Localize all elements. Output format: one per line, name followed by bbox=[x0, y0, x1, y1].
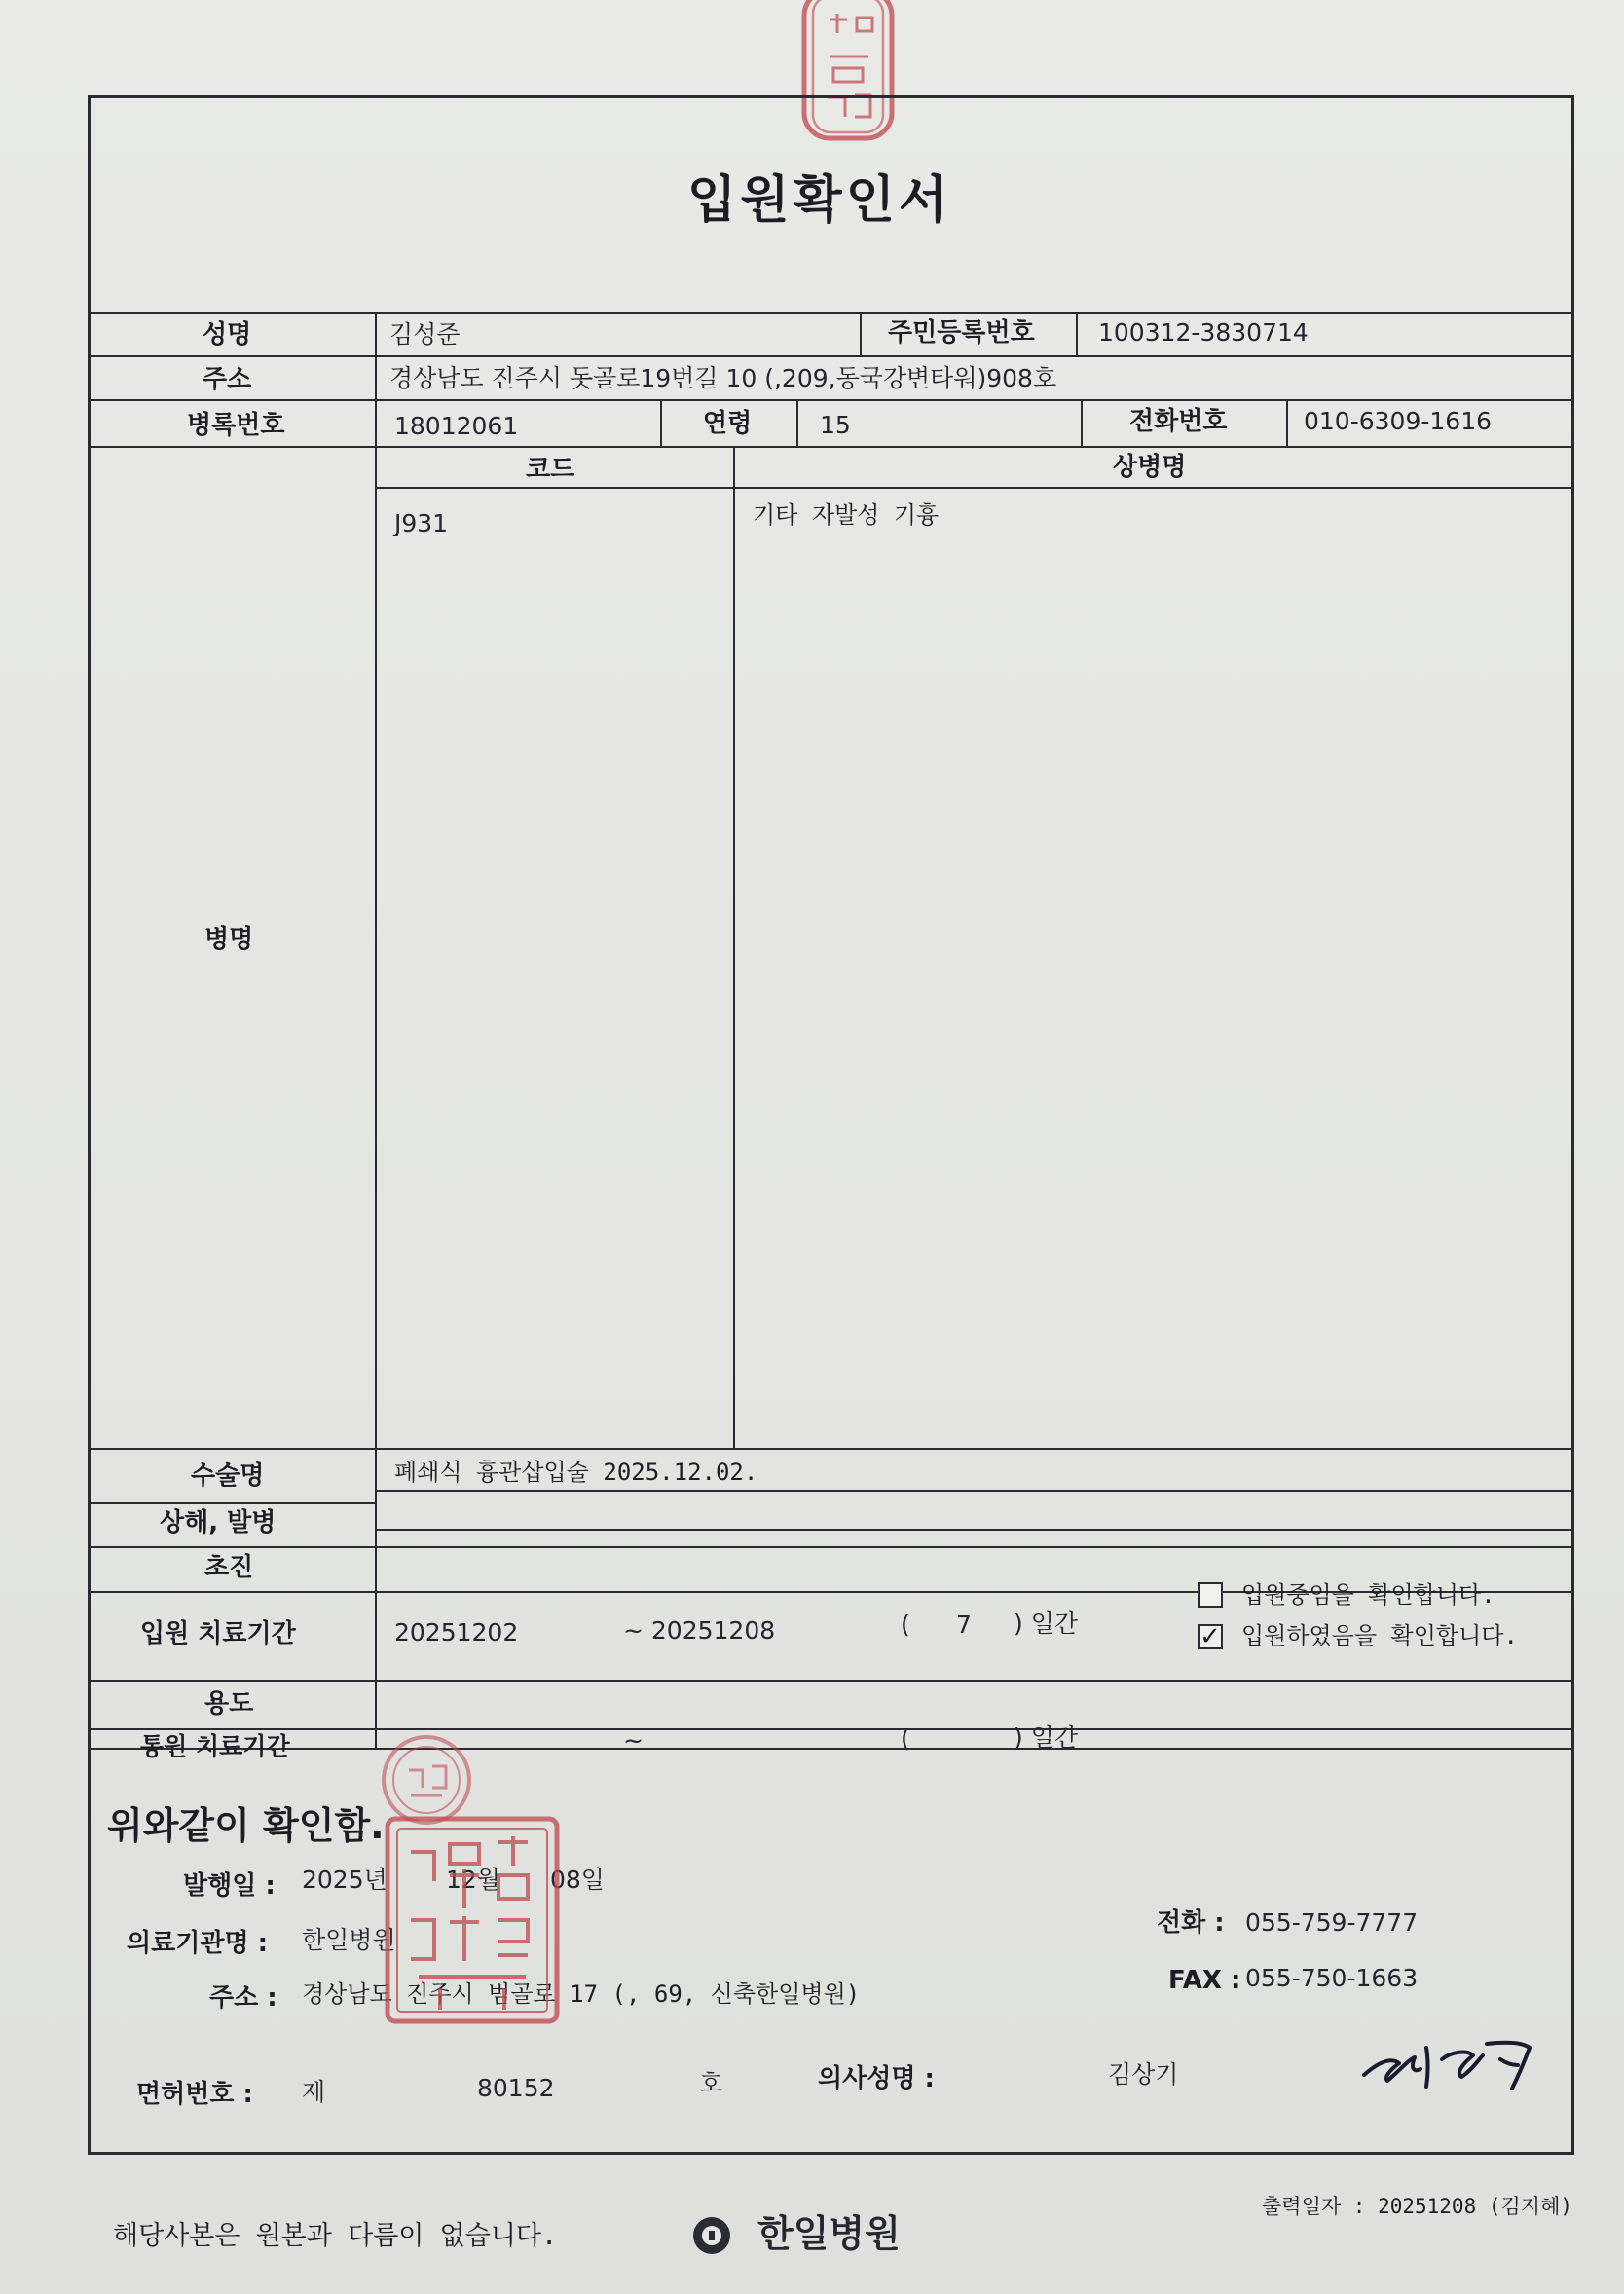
admission-days-close: ) 일간 bbox=[1014, 1610, 1079, 1638]
doctor-label: 의사성명 : bbox=[818, 2064, 935, 2093]
address-label: 주소 bbox=[203, 365, 252, 394]
admission-start: 20251202 bbox=[394, 1618, 519, 1646]
divider bbox=[88, 312, 1574, 314]
divider bbox=[88, 1448, 1574, 1450]
divider bbox=[1081, 399, 1083, 446]
diagnosis-name-header: 상병명 bbox=[1113, 453, 1187, 482]
admission-end: ~ 20251208 bbox=[623, 1616, 776, 1645]
diagnosis-section-label: 병명 bbox=[204, 925, 254, 954]
footer-note: 해당사본은 원본과 다름이 없습니다. bbox=[113, 2221, 558, 2251]
fax-number: 055-750-1663 bbox=[1245, 1964, 1419, 1992]
admission-past-label: 입원하였음을 확인합니다. bbox=[1241, 1622, 1518, 1649]
age-label: 연령 bbox=[703, 409, 753, 438]
divider bbox=[375, 487, 1574, 489]
divider bbox=[88, 446, 1574, 448]
patient-name: 김성준 bbox=[389, 320, 461, 349]
patient-phone: 010-6309-1616 bbox=[1304, 407, 1493, 435]
divider bbox=[375, 312, 377, 1748]
patient-rrn: 100312-3830714 bbox=[1098, 318, 1309, 347]
divider bbox=[796, 399, 798, 446]
outpatient-label: 통원 치료기간 bbox=[140, 1732, 290, 1760]
outpatient-days-open: ( bbox=[901, 1724, 910, 1753]
doctor-name: 김상기 bbox=[1108, 2060, 1179, 2089]
record-number: 18012061 bbox=[394, 412, 519, 440]
patient-age: 15 bbox=[820, 411, 851, 439]
hospital-official-seal bbox=[382, 1813, 563, 2027]
divider bbox=[375, 1529, 1574, 1531]
divider bbox=[1286, 399, 1288, 446]
divider bbox=[733, 446, 735, 1448]
divider bbox=[88, 1502, 375, 1504]
doctor-signature bbox=[1358, 2030, 1538, 2098]
institution-label: 의료기관명 : bbox=[127, 1929, 269, 1958]
divider bbox=[88, 1748, 1574, 1750]
issue-year: 2025년 bbox=[302, 1866, 388, 1894]
document-title: 입원확인서 bbox=[687, 171, 952, 230]
divider bbox=[375, 1490, 1574, 1492]
outpatient-tilde: ~ bbox=[623, 1726, 644, 1755]
purpose-label: 용도 bbox=[204, 1689, 254, 1719]
divider bbox=[860, 312, 862, 355]
first-visit-label: 초진 bbox=[204, 1553, 254, 1582]
injury-label: 상해, 발병 bbox=[160, 1508, 277, 1537]
divider bbox=[1076, 312, 1078, 355]
surgery-label: 수술명 bbox=[191, 1462, 265, 1491]
admission-days-open: ( bbox=[901, 1610, 910, 1639]
diagnosis-code: J931 bbox=[394, 509, 449, 537]
issue-month: 12월 bbox=[446, 1866, 500, 1894]
divider bbox=[88, 1546, 1574, 1548]
surgery-value: 폐쇄식 흉관삽입술 2025.12.02. bbox=[394, 1459, 758, 1486]
admission-past-checkbox[interactable] bbox=[1198, 1624, 1223, 1649]
name-label: 성명 bbox=[203, 320, 252, 350]
hospital-logo bbox=[693, 2212, 985, 2264]
confirmation-statement: 위와같이 확인함. bbox=[107, 1804, 385, 1847]
tel-number: 055-759-7777 bbox=[1245, 1908, 1419, 1937]
institution-name: 한일병원 bbox=[302, 1926, 396, 1954]
print-info: 출력일자 : 20251208 (김지혜) bbox=[1262, 2195, 1573, 2218]
admission-current-checkbox[interactable] bbox=[1198, 1582, 1223, 1608]
license-suffix: 호 bbox=[699, 2069, 723, 2097]
hospital-address-label: 주소 : bbox=[209, 1983, 277, 2013]
rrn-label: 주민등록번호 bbox=[888, 318, 1035, 348]
hospital-address: 경상남도 진주시 범골로 17 (, 69, 신축한일병원) bbox=[302, 1980, 861, 2008]
fax-label: FAX : bbox=[1168, 1966, 1241, 1995]
divider bbox=[88, 1728, 1574, 1730]
license-number: 80152 bbox=[477, 2074, 555, 2102]
license-label: 면허번호 : bbox=[136, 2080, 253, 2109]
divider bbox=[88, 399, 1574, 401]
patient-address: 경상남도 진주시 돗골로19번길 10 (,209,동국강변타워)908호 bbox=[389, 364, 1057, 392]
issue-date-label: 발행일 : bbox=[183, 1871, 276, 1901]
admission-label: 입원 치료기간 bbox=[140, 1619, 296, 1648]
outpatient-days-close: ) 일간 bbox=[1014, 1723, 1079, 1752]
code-header: 코드 bbox=[526, 455, 575, 484]
issue-day: 08일 bbox=[550, 1866, 605, 1894]
diagnosis-name: 기타 자발성 기흉 bbox=[753, 501, 940, 529]
admission-days: 7 bbox=[956, 1610, 972, 1639]
divider bbox=[88, 355, 1574, 357]
license-prefix: 제 bbox=[302, 2078, 326, 2106]
phone-label: 전화번호 bbox=[1129, 407, 1228, 436]
hospital-logo-icon bbox=[693, 2217, 730, 2254]
record-label: 병록번호 bbox=[187, 411, 285, 440]
admission-current-label: 입원중임을 확인합니다. bbox=[1241, 1581, 1495, 1609]
divider bbox=[88, 1680, 1574, 1682]
hospital-logo-text: 한일병원 bbox=[757, 2212, 901, 2255]
divider bbox=[660, 399, 662, 446]
check-mark-icon: ✓ bbox=[1200, 1622, 1221, 1651]
tel-label: 전화 : bbox=[1157, 1908, 1225, 1938]
